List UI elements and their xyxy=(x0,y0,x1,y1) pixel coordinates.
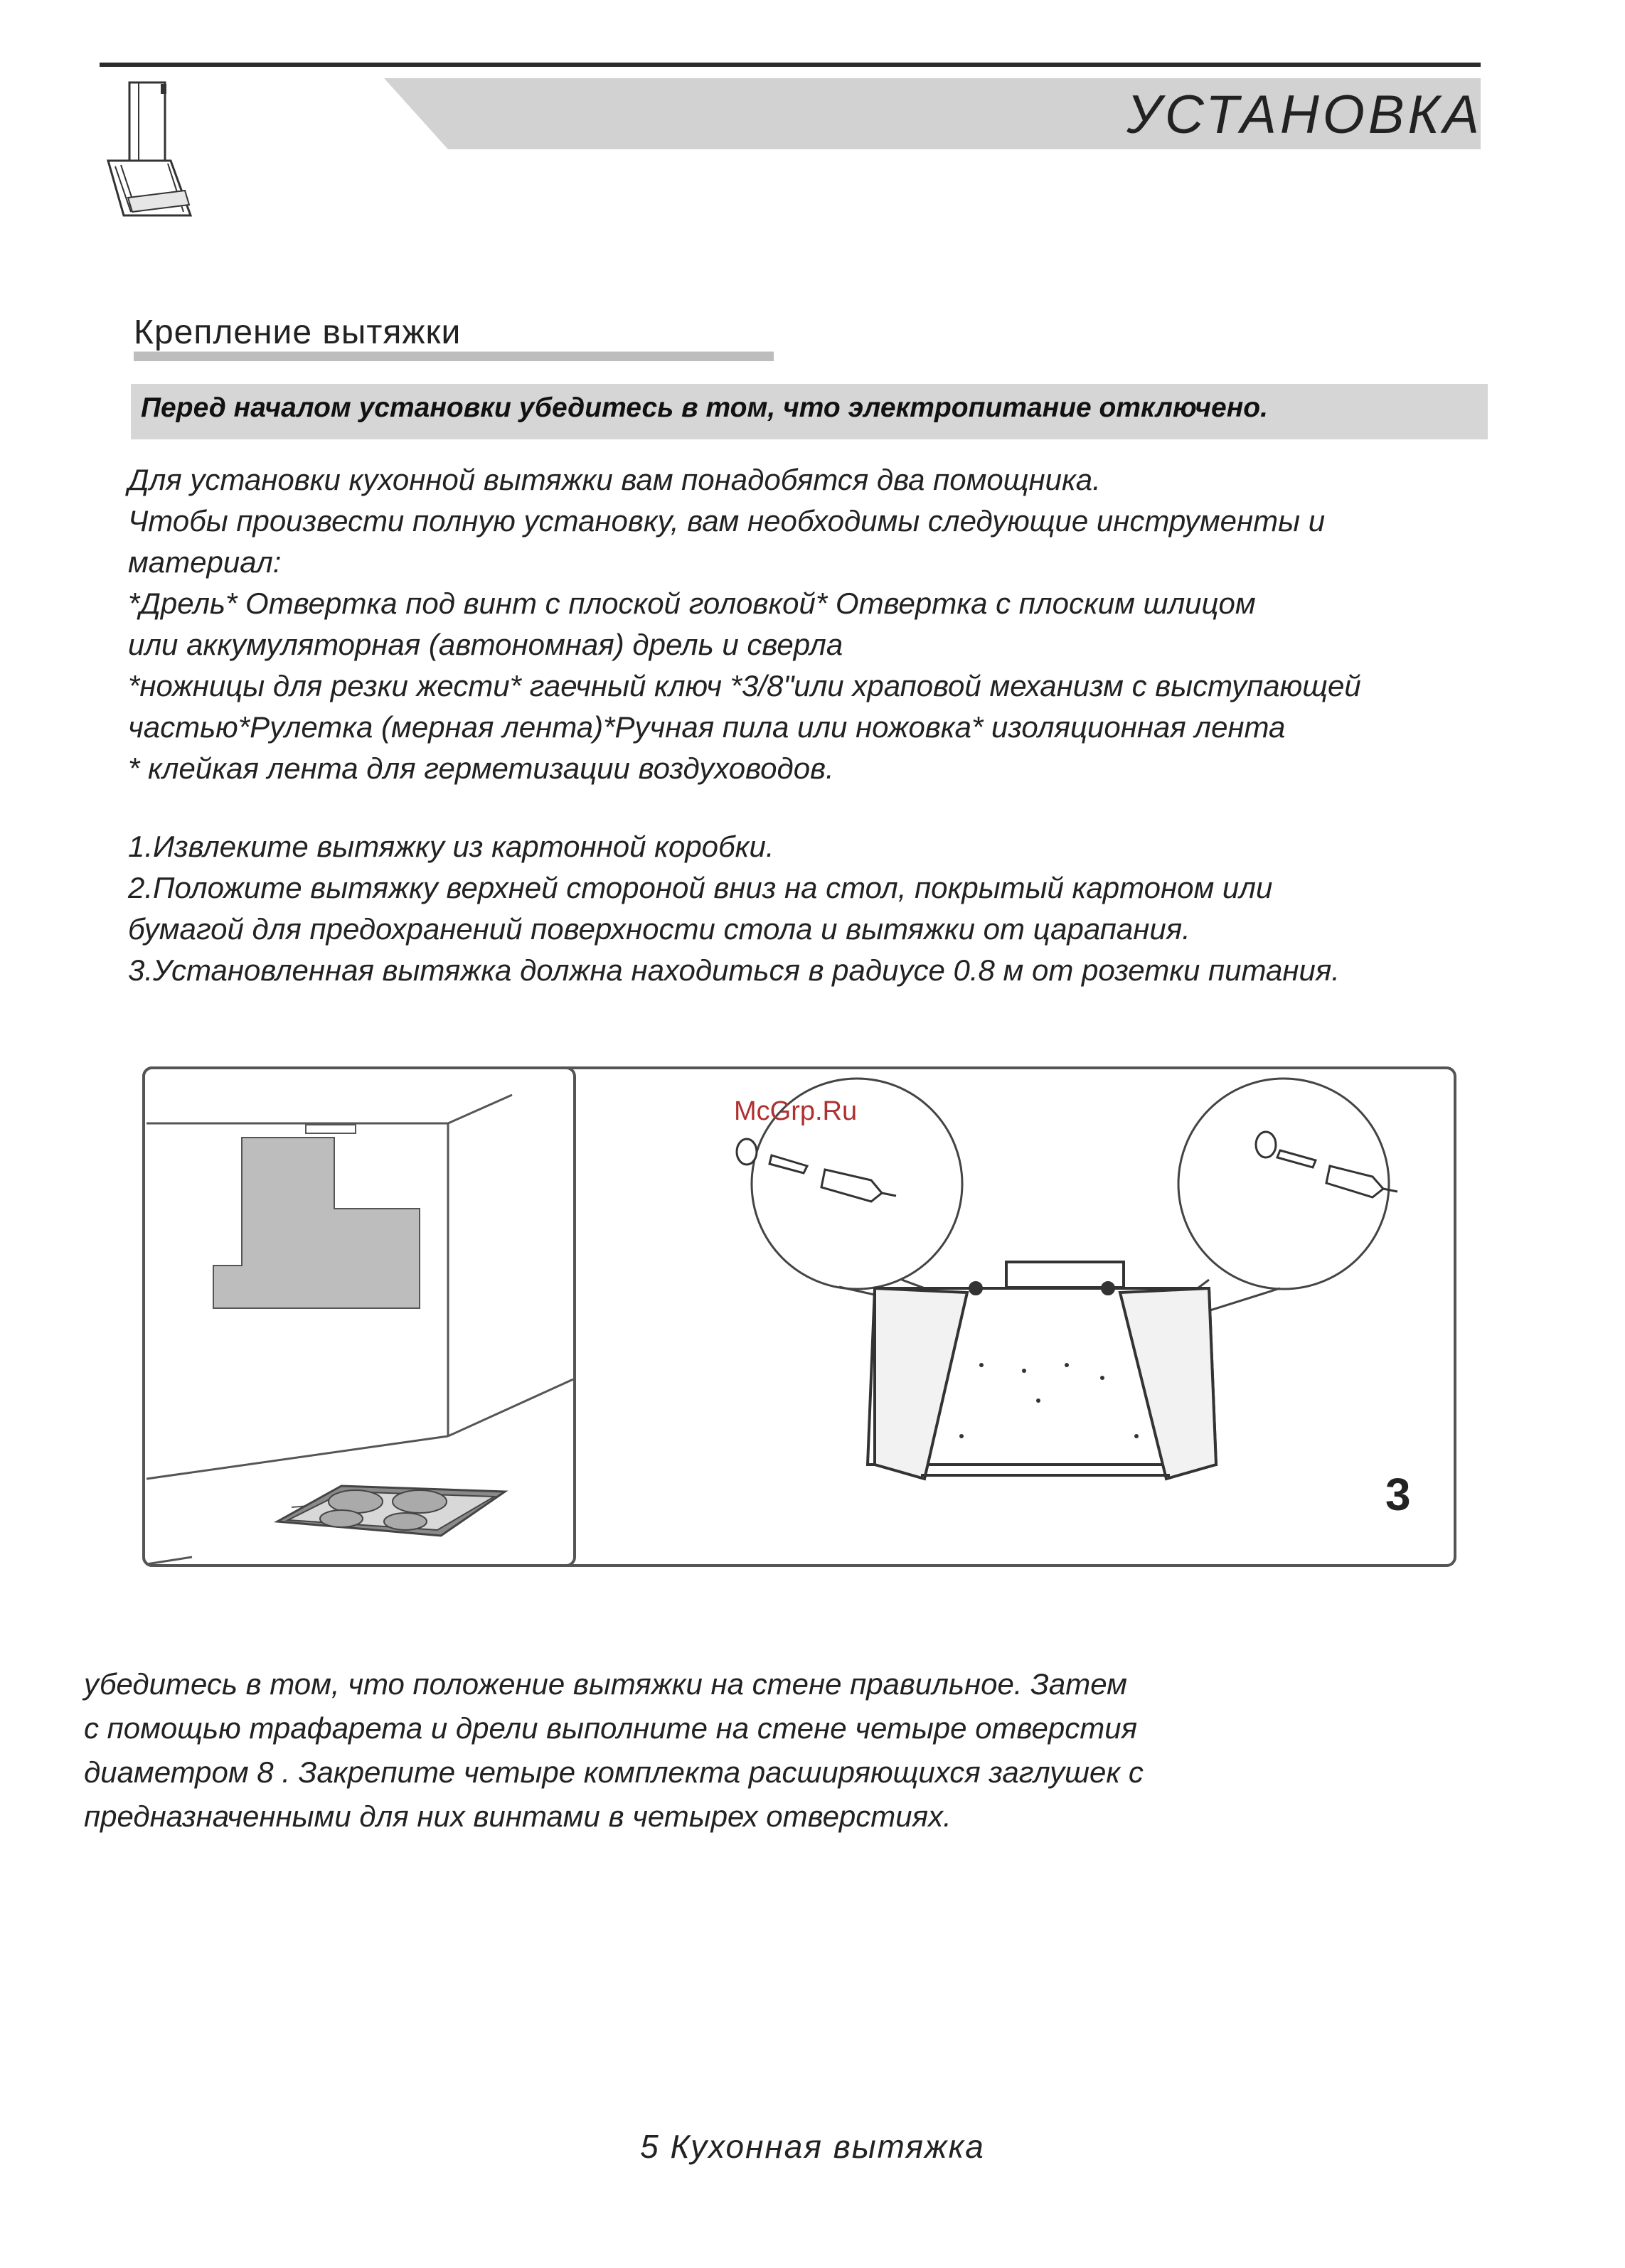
wall-bracket xyxy=(306,1125,356,1133)
step-line: 3.Установленная вытяжка должна находиться в радиусе 0.8 м от розетки питания. xyxy=(128,953,1340,987)
range-hood-icon xyxy=(100,77,206,219)
wall-plug-screw-right xyxy=(1256,1132,1397,1197)
intro-line: Для установки кухонной вытяжки вам понадобятся два помощника. xyxy=(128,463,1101,496)
page-footer: 5 Кухонная вытяжка xyxy=(640,2128,985,2165)
closing-line: убедитесь в том, что положение вытяжки на стене правильное. Затем xyxy=(84,1667,1127,1701)
mounting-template xyxy=(213,1138,420,1308)
top-rule xyxy=(100,63,1481,67)
closing-line: диаметром 8 . Закрепите четыре комплекта расширяющихся заглушек с xyxy=(84,1755,1144,1789)
closing-line: с помощью трафарета и дрели выполните на стене четыре отверстия xyxy=(84,1711,1138,1745)
intro-line: *Дрель* Отвертка под винт с плоской головкой* Отвертка с плоским шлицом xyxy=(128,587,1256,620)
closing-line: предназначенными для них винтами в четырех отверстиях. xyxy=(84,1799,952,1833)
step-line: бумагой для предохранений поверхности стола и вытяжки от царапания. xyxy=(128,912,1190,946)
warning-text: Перед началом установки убедитесь в том, что электропитание отключено. xyxy=(141,392,1268,423)
figure-number: 3 xyxy=(1385,1469,1411,1520)
intro-line: частью*Рулетка (мерная лента)*Ручная пила или ножовка* изоляционная лента xyxy=(128,710,1286,744)
step-line: 2.Положите вытяжку верхней стороной вниз на стол, покрытый картоном или xyxy=(128,871,1273,904)
step-line: 1.Извлеките вытяжку из картонной коробки. xyxy=(128,830,774,863)
hob-illustration xyxy=(277,1486,505,1536)
installation-diagram xyxy=(142,1066,1456,1567)
section-title: Крепление вытяжки xyxy=(134,314,462,351)
intro-line: *ножницы для резки жести* гаечный ключ *3/8"или храповой механизм с выступающей xyxy=(128,669,1361,702)
watermark: McGrp.Ru xyxy=(734,1096,858,1126)
intro-line: Чтобы произвести полную установку, вам необходимы следующие инструменты и xyxy=(128,504,1326,537)
hood-body-illustration xyxy=(868,1262,1216,1479)
intro-line: * клейкая лента для герметизации воздуховодов. xyxy=(128,751,834,785)
wall-plug-screw-left xyxy=(737,1139,896,1202)
intro-line: материал: xyxy=(128,545,282,579)
intro-line: или аккумуляторная (автономная) дрель и сверла xyxy=(128,628,843,661)
page-title: УСТАНОВКА xyxy=(1126,85,1483,145)
